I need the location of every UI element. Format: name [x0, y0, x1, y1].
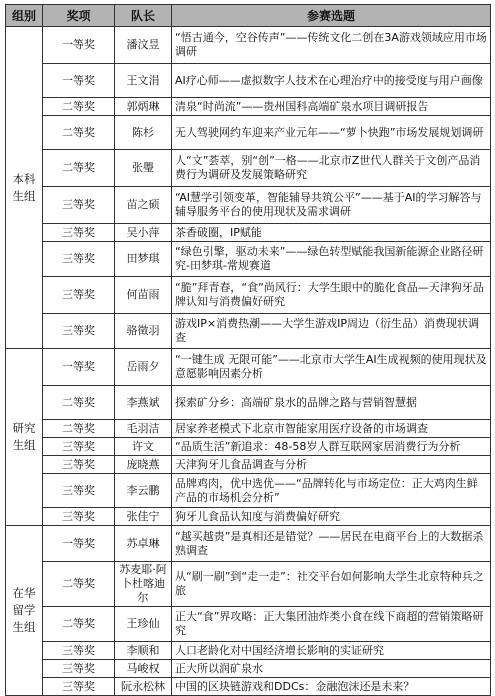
table-row	[6, 420, 491, 438]
leader-cell: 李顺和	[115, 642, 172, 660]
table-row	[6, 242, 491, 277]
leader-cell: 李云鹏	[115, 474, 172, 508]
topic-cell: 中国的区块链游戏和DDCs：金融泡沫还是未来？	[172, 678, 491, 696]
award-cell: 三等奖	[43, 508, 115, 526]
table-row	[6, 562, 491, 607]
leader-cell: 吴小萍	[115, 224, 172, 242]
table-row	[6, 607, 491, 642]
award-cell: 一等奖	[43, 64, 115, 98]
leader-cell: 骆徵羽	[115, 314, 172, 349]
award-cell: 二等奖	[43, 116, 115, 150]
table-row	[6, 224, 491, 242]
topic-cell: “越买越贵”是真相还是错觉？——居民在电商平台上的大数据杀熟调查	[172, 526, 491, 562]
leader-cell: 李燕斌	[115, 386, 172, 420]
topic-cell: 无人驾驶网约车迎来产业元年——“萝卜快跑”市场发展规划调研	[172, 116, 491, 150]
topic-cell: “品质生活”新追求：48-58岁人群互联网家居消费行为分析	[172, 438, 491, 456]
award-cell: 二等奖	[43, 150, 115, 187]
leader-cell: 潘汶昱	[115, 27, 172, 64]
topic-cell: “AI慧学引领变革，智能辅导共筑公平”——基于AI的学习解答与辅导服务平台的使用现状及需求调研	[172, 187, 491, 224]
table-row	[6, 187, 491, 224]
award-cell: 三等奖	[43, 660, 115, 678]
award-cell: 一等奖	[43, 27, 115, 64]
table-row	[6, 27, 491, 64]
award-cell: 三等奖	[43, 678, 115, 696]
topic-cell: 探索矿分乡：高端矿泉水的品牌之路与营销智慧据	[172, 386, 491, 420]
header-group: 组别	[6, 5, 43, 27]
header-award: 奖项	[43, 5, 115, 27]
group-name-cell: 本科生组	[6, 27, 43, 349]
leader-cell: 郭炳琳	[115, 98, 172, 116]
award-cell: 三等奖	[43, 224, 115, 242]
topic-cell: 天津狗牙儿食品调查与分析	[172, 456, 491, 474]
table-row	[6, 456, 491, 474]
table-row	[6, 116, 491, 150]
leader-cell: 张璺	[115, 150, 172, 187]
header-leader: 队长	[115, 5, 172, 27]
leader-cell: 苗之硕	[115, 187, 172, 224]
topic-cell: 品牌鸡肉，优中选优——“品牌转化与市场定位：正大鸡肉生鲜产品的市场机会分析”	[172, 474, 491, 508]
table-row	[6, 660, 491, 678]
leader-cell: 王珍仙	[115, 607, 172, 642]
award-cell: 二等奖	[43, 386, 115, 420]
topic-cell: 清泉“时尚流”——贵州国科高端矿泉水项目调研报告	[172, 98, 491, 116]
header-row	[6, 5, 491, 27]
leader-cell: 毛羽洁	[115, 420, 172, 438]
topic-cell: 狗牙儿食品认知度与消费偏好研究	[172, 508, 491, 526]
table-row	[6, 508, 491, 526]
leader-cell: 何苗雨	[115, 277, 172, 314]
topic-cell: 居家养老模式下北京市智能家用医疗设备的市场调查	[172, 420, 491, 438]
leader-cell: 许文	[115, 438, 172, 456]
table-row	[6, 64, 491, 98]
award-cell: 二等奖	[43, 562, 115, 607]
award-cell: 一等奖	[43, 349, 115, 386]
topic-cell: “一键生成 无限可能”——北京市大学生AI生成视频的使用现状及意愿影响因素分析	[172, 349, 491, 386]
topic-cell: 人口老龄化对中国经济增长影响的实证研究	[172, 642, 491, 660]
award-table	[5, 4, 491, 696]
award-cell: 三等奖	[43, 456, 115, 474]
topic-cell: 正大所以润矿泉水	[172, 660, 491, 678]
topic-cell: AI疗心师——虚拟数字人技术在心理治疗中的接受度与用户画像	[172, 64, 491, 98]
award-cell: 三等奖	[43, 314, 115, 349]
award-cell: 三等奖	[43, 438, 115, 456]
topic-cell: 从“刷一刷”到“走一走”：社交平台如何影响大学生北京特种兵之旅	[172, 562, 491, 607]
leader-cell: 岳雨夕	[115, 349, 172, 386]
award-table-container	[5, 4, 490, 696]
table-row	[6, 150, 491, 187]
topic-cell: 人“文”荟萃，别“创”一格——北京市Z世代人群关于文创产品消费行为调研及发展策略研究	[172, 150, 491, 187]
leader-cell: 田梦琪	[115, 242, 172, 277]
award-cell: 二等奖	[43, 420, 115, 438]
header-topic: 参赛选题	[172, 5, 491, 27]
table-row	[6, 526, 491, 562]
table-row	[6, 277, 491, 314]
table-row	[6, 438, 491, 456]
topic-cell: “悟古通今，空谷传声”——传统文化二创在3A游戏领域应用市场调研	[172, 27, 491, 64]
leader-cell: 阮永松林	[115, 678, 172, 696]
table-row	[6, 474, 491, 508]
award-cell: 三等奖	[43, 642, 115, 660]
topic-cell: 正大“食”界攻略：正大集团油炸类小食在线下商超的营销策略研究	[172, 607, 491, 642]
leader-cell: 苏卓琳	[115, 526, 172, 562]
leader-cell: 庞晓燕	[115, 456, 172, 474]
table-row	[6, 349, 491, 386]
leader-cell: 王文涓	[115, 64, 172, 98]
table-row	[6, 98, 491, 116]
group-name-cell: 在华留学生组	[6, 526, 43, 696]
leader-cell: 陈杉	[115, 116, 172, 150]
table-row	[6, 314, 491, 349]
award-cell: 三等奖	[43, 277, 115, 314]
table-body	[6, 27, 491, 696]
award-cell: 三等奖	[43, 242, 115, 277]
leader-cell: 张佳宁	[115, 508, 172, 526]
topic-cell: 茶香破圈，IP赋能	[172, 224, 491, 242]
table-row	[6, 678, 491, 696]
award-cell: 二等奖	[43, 607, 115, 642]
leader-cell: 马峻权	[115, 660, 172, 678]
table-row	[6, 642, 491, 660]
group-name-cell: 研究生组	[6, 349, 43, 526]
award-cell: 一等奖	[43, 526, 115, 562]
topic-cell: 游戏IP×消费热潮——大学生游戏IP周边（衍生品）消费现状调查	[172, 314, 491, 349]
table-row	[6, 386, 491, 420]
topic-cell: “脆”拜青春，“食”尚风行：大学生眼中的脆化食品—天津狗牙品牌认知与消费偏好研究	[172, 277, 491, 314]
award-cell: 三等奖	[43, 474, 115, 508]
leader-cell: 苏麦耶·阿卜杜喀迪尔	[115, 562, 172, 607]
award-cell: 二等奖	[43, 98, 115, 116]
award-cell: 三等奖	[43, 187, 115, 224]
topic-cell: “绿色引擎，驱动未来”——绿色转型赋能我国新能源企业路径研究-田梦琪-常规赛道	[172, 242, 491, 277]
